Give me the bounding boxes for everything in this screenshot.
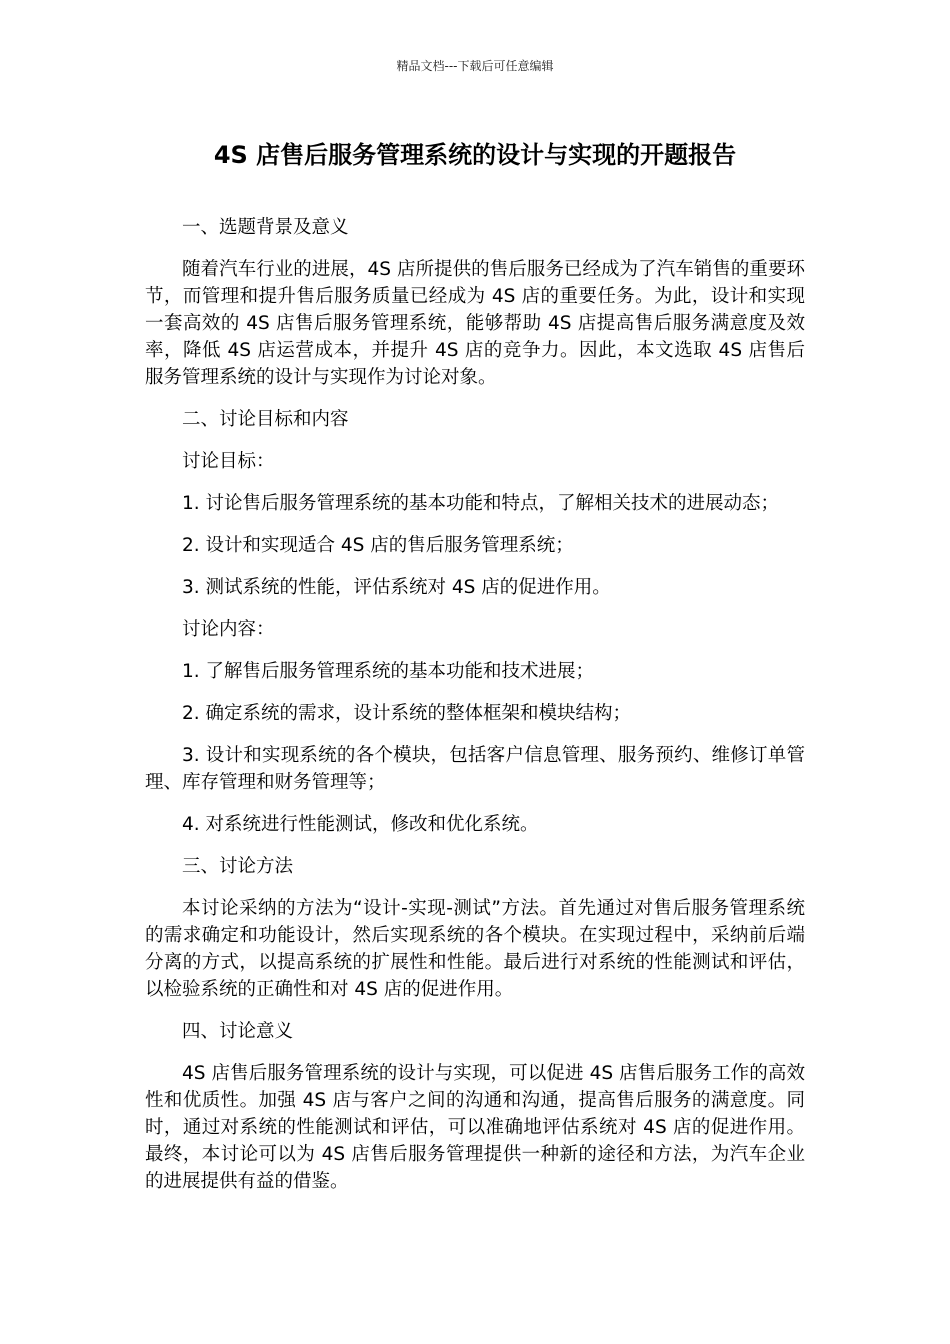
paragraph-background: 随着汽车行业的进展，4S 店所提供的售后服务已经成为了汽车销售的重要环节，而管理和提升售后服务质量已经成为 4S 店的重要任务。为此，设计和实现一套高效的 4S 店售后服务管理系统，能够帮助 4S 店提高售后服务满意度及效率，降低 4S 店运营成本，并提升 4S 店的竞争力。因此，本文选取 4S 店售后服务管理系统的设计与实现作为讨论对象。 <box>145 259 805 388</box>
section-heading-significance: 四、讨论意义 <box>182 1021 294 1042</box>
section-heading-method: 三、讨论方法 <box>182 856 294 877</box>
goal-item-2: 2. 设计和实现适合 4S 店的售后服务管理系统； <box>182 535 574 556</box>
document-body <box>145 214 805 1210</box>
paragraph-significance: 4S 店售后服务管理系统的设计与实现，可以促进 4S 店售后服务工作的高效性和优质性。加强 4S 店与客户之间的沟通和沟通，提高售后服务的满意度。同时，通过对系统的性能测试和评估，可以准确地评估系统对 4S 店的促进作用。最终，本讨论可以为 4S 店售后服务管理提供一种新的途径和方法，为汽车企业的进展提供有益的借鉴。 <box>145 1063 805 1192</box>
content-item-3: 3. 设计和实现系统的各个模块，包括客户信息管理、服务预约、维修订单管理、库存管理和财务管理等； <box>145 745 805 793</box>
section-heading-background: 一、选题背景及意义 <box>182 217 349 238</box>
subheading-content: 讨论内容： <box>182 619 275 640</box>
header-note: 精品文档---下载后可任意编辑 <box>396 59 554 73</box>
section-heading-goals: 二、讨论目标和内容 <box>182 409 349 430</box>
subheading-goals: 讨论目标： <box>182 451 275 472</box>
content-item-1: 1. 了解售后服务管理系统的基本功能和技术进展； <box>182 661 595 682</box>
content-item-2: 2. 确定系统的需求，设计系统的整体框架和模块结构； <box>182 703 632 724</box>
goal-item-1: 1. 讨论售后服务管理系统的基本功能和特点，了解相关技术的进展动态； <box>182 493 780 514</box>
document-title: 4S 店售后服务管理系统的设计与实现的开题报告 <box>213 141 737 169</box>
content-item-4: 4. 对系统进行性能测试，修改和优化系统。 <box>182 814 539 835</box>
paragraph-method: 本讨论采纳的方法为“设计-实现-测试”方法。首先通过对售后服务管理系统的需求确定和功能设计，然后实现系统的各个模块。在实现过程中，采纳前后端分离的方式，以提高系统的扩展性和性能。最后进行对系统的性能测试和评估，以检验系统的正确性和对 4S 店的促进作用。 <box>145 898 805 1000</box>
goal-item-3: 3. 测试系统的性能，评估系统对 4S 店的促进作用。 <box>182 577 611 598</box>
